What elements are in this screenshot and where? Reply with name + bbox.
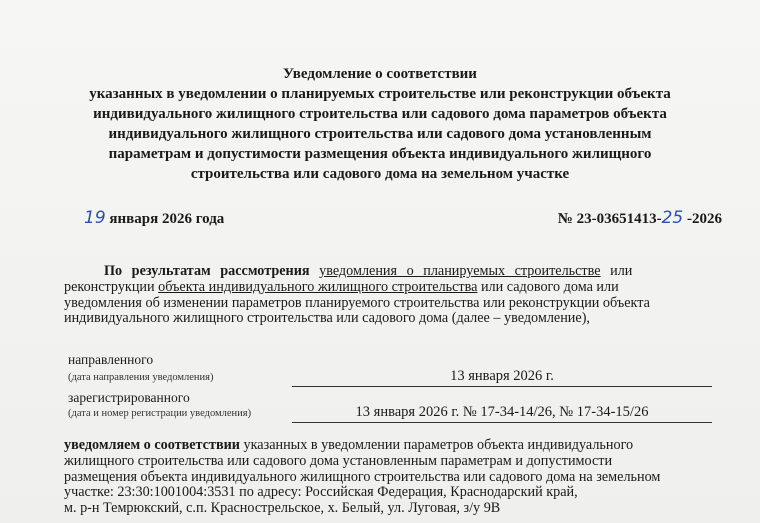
notice-line-4: участке: 23:30:1001004:3531 по адресу: Российская Федерация, Краснодарский край,: [64, 484, 578, 501]
intro-line-1: [64, 264, 720, 280]
intro-bold-lead: По результатам рассмотрения: [104, 263, 310, 279]
object-link[interactable]: объекта индивидуального жилищного строительства: [158, 278, 478, 295]
title-line: параметрам и допустимости размещения объекта индивидуального жилищного: [108, 146, 652, 162]
document-date: [84, 208, 224, 228]
title-line: индивидуального жилищного строительства или садового дома параметров объекта: [93, 106, 667, 122]
title-line: указанных в уведомлении о планируемых строительстве или реконструкции объекта: [89, 86, 671, 102]
intro-line-2: [64, 280, 720, 296]
notice-line-3: размещения объекта индивидуального жилищного строительства или садового дома на земельном: [64, 468, 661, 485]
notice-line-1: [64, 438, 720, 454]
notice-line-1-rest: указанных в уведомлении параметров объекта индивидуального: [239, 437, 634, 453]
intro-line-3: уведомления об изменении параметров планируемого строительства или реконструкции объекта: [64, 294, 650, 311]
notice-bold-lead: уведомляем о соответствии: [64, 437, 240, 453]
handwritten-day: 19: [84, 208, 106, 228]
intro-after-link: или садового дома или: [480, 278, 619, 295]
title-line: строительства или садового дома на земельном участке: [190, 166, 570, 182]
number-suffix: -2026: [683, 211, 722, 227]
directed-label: направленного: [68, 352, 154, 367]
notice-line-5: м. р-н Темрюкский, с.п. Краснострельское, х. Белый, ул. Луговая, з/у 9В: [64, 500, 501, 517]
intro-reconstr: реконструкции: [64, 278, 155, 295]
registered-caption: (дата и номер регистрации уведомления): [68, 408, 252, 419]
notice-link[interactable]: уведомления о планируемых строительстве: [319, 263, 601, 279]
intro-line-4: индивидуального жилищного строительства или садового дома (далее – уведомление),: [64, 310, 590, 327]
title-line: индивидуального жилищного строительства или садового дома установленным: [108, 126, 652, 142]
registration-field: 13 января 2026 г. № 17-34-14/26, № 17-34-15/26: [292, 404, 712, 423]
title-line: Уведомление о соответствии: [283, 66, 477, 82]
number-prefix: № 23-03651413-: [557, 211, 662, 227]
notice-line-2: жилищного строительства или садового дома установленным параметрам и допустимости: [64, 452, 613, 469]
handwritten-number: 25: [661, 208, 684, 228]
document-title: [40, 64, 720, 184]
registered-label: зарегистрированного: [68, 390, 190, 405]
intro-or: или: [610, 263, 633, 279]
intro-paragraph: [64, 264, 720, 327]
directed-date-field: 13 января 2026 г.: [292, 368, 712, 387]
notice-paragraph: [64, 438, 720, 517]
document-number: [558, 208, 722, 228]
date-rest: января 2026 года: [105, 211, 225, 227]
directed-caption: (дата направления уведомления): [68, 372, 214, 383]
